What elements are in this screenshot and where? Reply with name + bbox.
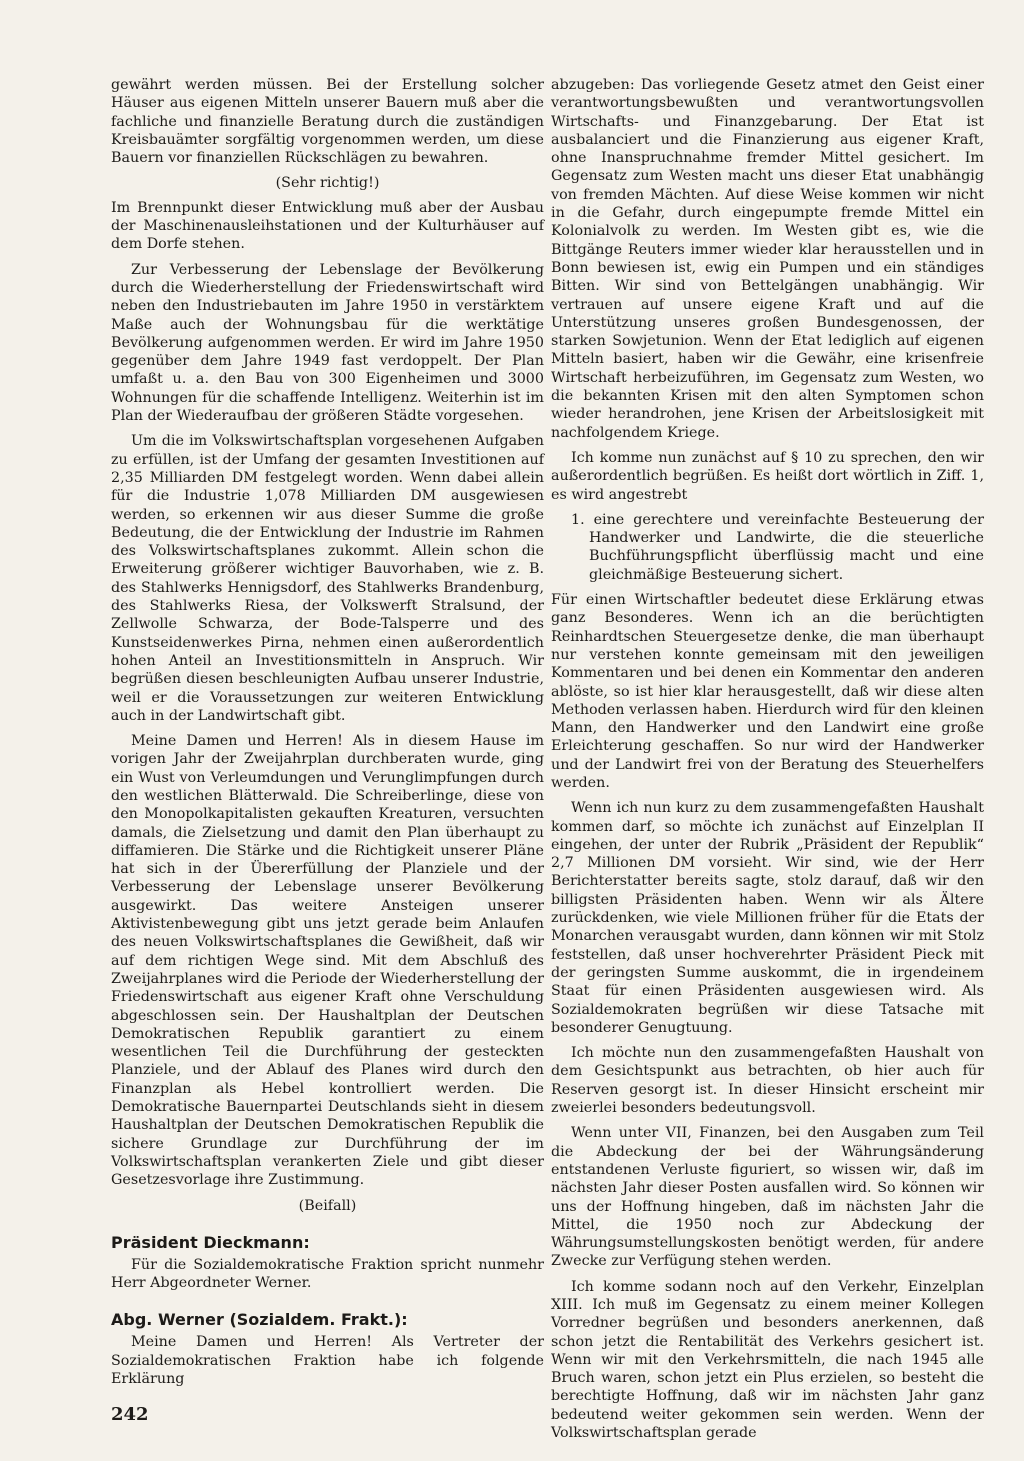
paragraph: Um die im Volkswirtschaftsplan vorgesehenen Aufgaben zu erfüllen, ist der Umfang der gesamten Investitionen auf 2,35 Milliarden DM festgelegt worden. Wenn dabei allein für die Industrie 1,078 Milliarden DM ausgewiesen werden, so erkennen wir aus dieser Summe die große Bedeutung, die der Entwicklung der Industrie im Rahmen des Volkswirtschaftsplanes zukommt. Allein schon die Erweiterung größerer wichtiger Bauvorhaben, wie z. B. des Stahlwerks Hennigsdorf, des Stahlwerks Brandenburg, des Stahlwerks Riesa, der Volkswerft Stralsund, der Zellwolle Schwarza, der Bode-Talsperre und des Kunstseidenwerkes Pirna, nehmen einen außerordentlich hohen Anteil an Investitionsmitteln in Anspruch. Wir begrüßen diesen beschleunigten Aufbau unserer Industrie, weil er die Voraussetzungen zur weiteren Entwicklung auch in der Landwirtschaft gibt.	[111, 433, 544, 724]
paragraph: Ich komme sodann noch auf den Verkehr, Einzelplan XIII. Ich muß im Gegensatz zu einem meiner Kollegen Vorredner begrüßen und besonders anerkennen, daß schon jetzt die Rentabilität des Verkehrs gesichert ist. Wenn wir mit den Verkehrsmitteln, die nach 1945 alle Bruch waren, schon jetzt ein Plus erzielen, so besteht die berechtigte Hoffnung, daß wir im nächsten Jahr ganz bedeutend weiter gekommen sein werden. Wenn der Volkswirtschaftsplan gerade	[551, 1278, 984, 1442]
paragraph: Für einen Wirtschaftler bedeutet diese Erklärung etwas ganz Besonderes. Wenn ich an die berüchtigten Reinhardtschen Steuergesetze denke, die man überhaupt nur verstehen konnte gemeinsam mit den jeweiligen Kommentaren und bei denen ein Kommentar den anderen ablöste, so ist hier klar herausgestellt, daß wir diese alten Methoden verlassen haben. Hierdurch wird für den kleinen Mann, den Handwerker und den Landwirt eine große Erleichterung geschaffen. So nur wird der Handwerker und der Landwirt frei von der Beratung des Steuerhelfers werden.	[551, 592, 984, 791]
interjection: (Sehr richtig!)	[275, 175, 380, 192]
paragraph: Meine Damen und Herren! Als in diesem Hause im vorigen Jahr der Zweijahrplan durchberaten wurde, ging ein Wust von Verleumdungen und Verunglimpfungen durch den westlichen Blätterwald. Die Schreiberlinge, diese von den Monopolkapitalisten gekauften Kreaturen, versuchten damals, die Zielsetzung und damit den Plan überhaupt zu diffamieren. Die Stärke und die Richtigkeit unserer Pläne hat sich in der Übererfüllung der Planziele und der Verbesserung der Lebenslage unserer Bevölkerung ausgewirkt. Das weitere Ansteigen unserer Aktivistenbewegung gibt uns jetzt gerade beim Anlaufen des neuen Volkswirtschaftsplanes die Gewißheit, daß wir auf dem richtigen Wege sind. Mit dem Abschluß des Zweijahrplanes wird die Periode der Wiederherstellung der Friedenswirtschaft aus eigener Kraft ohne Verschuldung abgeschlossen sein. Der Haushaltplan der Deutschen Demokratischen Republik garantiert zu einem wesentlichen Teil die Durchführung der gesteckten Planziele, und der Ablauf des Planes wird durch den Finanzplan als Hebel kontrolliert werden. Die Demokratische Bauernpartei Deutschlands sieht in diesem Haushaltplan der Deutschen Demokratischen Republik die sichere Grundlage zur Durchführung der im Volkswirtschaftsplan verankerten Ziele und gibt dieser Gesetzesvorlage ihre Zustimmung.	[111, 733, 544, 1189]
paragraph: Ich möchte nun den zusammengefaßten Haushalt von dem Gesichtspunkt aus betrachten, ob hier auch für Reserven gesorgt ist. In dieser Hinsicht erscheint mir zweierlei besonders bedeutungsvoll.	[551, 1045, 984, 1117]
right-column	[551, 76, 984, 1449]
speaker-heading: Präsident Dieckmann:	[111, 1232, 310, 1252]
left-column	[111, 76, 544, 1395]
paragraph: Wenn ich nun kurz zu dem zusammengefaßten Haushalt kommen darf, so möchte ich zunächst auf Einzelplan II eingehen, der unter der Rubrik „Präsident der Republik“ 2,7 Millionen DM vorsieht. Wir sind, wie der Herr Berichterstatter bereits sagte, stolz darauf, daß wir den billigsten Präsidenten haben. Wenn wir als Ältere zurückdenken, wie viele Millionen früher für die Etats der Monarchen verausgabt wurden, dann können wir mit Stolz feststellen, daß unser hochverehrter Präsident Pieck mit der geringsten Summe auskommt, die in irgendeinem Staat für einen Präsidenten ausgewiesen wird. Als Sozialdemokraten begrüßen wir diese Tatsache mit besonderer Genugtuung.	[551, 800, 984, 1036]
page-number: 242	[111, 1404, 149, 1425]
speaker-heading: Abg. Werner (Sozialdem. Frakt.):	[111, 1310, 408, 1330]
paragraph: gewährt werden müssen. Bei der Erstellung solcher Häuser aus eigenen Mitteln unserer Bauern muß aber die fachliche und finanzielle Beratung durch die zuständigen Kreisbauämter sorgfältig vorgenommen werden, um diese Bauern vor finanziellen Rückschlägen zu bewahren.	[111, 77, 544, 167]
paragraph: Zur Verbesserung der Lebenslage der Bevölkerung durch die Wiederherstellung der Friedenswirtschaft wird neben den Industriebauten im Jahre 1950 in verstärktem Maße auch der Wohnungsbau für die werktätige Bevölkerung aufgenommen werden. Er wird im Jahre 1950 gegenüber dem Jahre 1949 fast verdoppelt. Der Plan umfaßt u. a. den Bau von 300 Eigenheimen und 3000 Wohnungen für die schaffende Intelligenz. Weiterhin ist im Plan der Wiederaufbau der größeren Städte vorgesehen.	[111, 261, 544, 425]
paragraph: Wenn unter VII, Finanzen, bei den Ausgaben zum Teil die Abdeckung der bei der Währungsänderung entstandenen Verluste figuriert, so wissen wir, daß im nächsten Jahr dieser Posten ausfallen wird. So können wir uns der Hoffnung hingeben, daß im nächsten Jahr die Mittel, die 1950 noch zur Abdeckung der Währungsumstellungskosten benötigt werden, für andere Zwecke zur Verfügung stehen werden.	[551, 1125, 984, 1270]
interjection: (Beifall)	[298, 1197, 357, 1214]
paragraph: Für die Sozialdemokratische Fraktion spricht nunmehr Herr Abgeordneter Werner.	[111, 1256, 544, 1292]
list-item: 1. eine gerechtere und vereinfachte Besteuerung der Handwerker und Landwirte, die die steuerliche Buchführungspflicht überflüssig macht und eine gleichmäßige Besteuerung sichert.	[571, 511, 984, 583]
paragraph: Im Brennpunkt dieser Entwicklung muß aber der Ausbau der Maschinenausleihstationen und der Kulturhäuser auf dem Dorfe stehen.	[111, 199, 544, 253]
paragraph: abzugeben: Das vorliegende Gesetz atmet den Geist einer verantwortungsbewußten und verantwortungsvollen Wirtschafts- und Finanzgebarung. Der Etat ist ausbalanciert und die Finanzierung aus eigener Kraft, ohne Inanspruchnahme fremder Mittel gesichert. Im Gegensatz zum Westen macht uns dieser Etat unabhängig von fremden Mächten. Auf diese Weise kommen wir nicht in die Gefahr, durch eingepumpte fremde Mittel ein Kolonialvolk zu werden. Im Westen gibt es, wie die Bittgänge Reuters immer wieder klar herausstellen und in Bonn bewiesen ist, ewig ein Pumpen und ein ständiges Bitten. Wir sind von Bettelgängen unabhängig. Wir vertrauen auf unsere eigene Kraft und auf die Unterstützung unseres großen Bundesgenossen, der starken Sowjetunion. Wenn der Etat lediglich auf eigenen Mitteln basiert, haben wir die Gewähr, eine krisenfreie Wirtschaft herbeizuführen, im Gegensatz zum Westen, wo die bekannten Krisen mit den alten Symptomen schon wieder herandrohen, jene Krisen der Arbeitslosigkeit mit nachfolgendem Kriege.	[551, 77, 984, 441]
paragraph: Ich komme nun zunächst auf § 10 zu sprechen, den wir außerordentlich begrüßen. Es heißt dort wörtlich in Ziff. 1, es wird angestrebt	[551, 449, 984, 503]
paragraph: Meine Damen und Herren! Als Vertreter der Sozialdemokratischen Fraktion habe ich folgende Erklärung	[111, 1334, 544, 1387]
